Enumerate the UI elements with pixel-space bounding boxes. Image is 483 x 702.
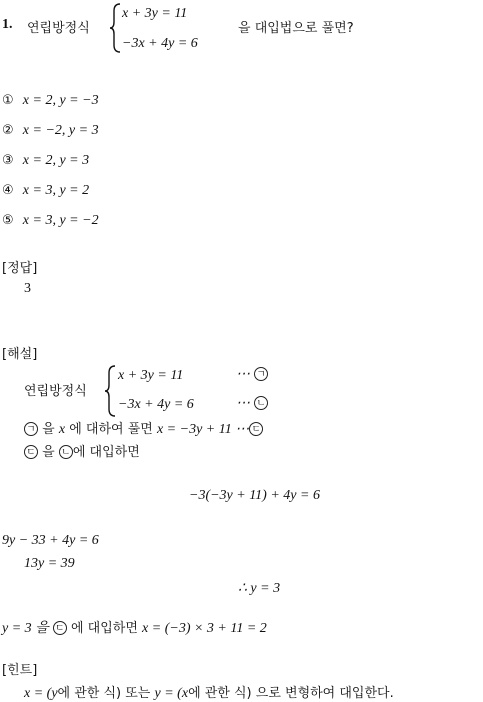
option-mark: ⑤ bbox=[2, 213, 14, 228]
option-text: x = 3, y = −2 bbox=[22, 213, 99, 228]
option-text: x = 2, y = 3 bbox=[22, 153, 90, 168]
solution-eq2: −3x + 4y = 6 bbox=[118, 397, 194, 412]
solution-heading: [해설] bbox=[2, 347, 38, 362]
option-4[interactable] bbox=[2, 183, 89, 199]
option-mark: ④ bbox=[2, 183, 14, 198]
hint-heading: [힌트] bbox=[2, 663, 38, 678]
solution-step1: ㄱ 을 x 에 대하여 풀면 x = −3y + 11 ⋯ ㄷ bbox=[24, 418, 263, 438]
question-brace bbox=[109, 2, 123, 54]
question-prefix: 연립방정식 bbox=[27, 21, 90, 36]
solution-system-label: 연립방정식 bbox=[24, 384, 87, 399]
question-eq1: x + 3y = 11 bbox=[122, 6, 188, 21]
solution-therefore: ∴ y = 3 bbox=[238, 581, 281, 596]
circled-giyeok: ㄱ bbox=[24, 422, 38, 436]
solution-eq1: x + 3y = 11 bbox=[118, 368, 184, 383]
circled-digeut: ㄷ bbox=[249, 422, 263, 436]
circled-digeut: ㄷ bbox=[24, 445, 38, 459]
option-text: x = −2, y = 3 bbox=[22, 123, 99, 138]
circled-nieun: ㄴ bbox=[254, 396, 268, 410]
option-mark: ① bbox=[2, 93, 14, 108]
option-text: x = 3, y = 2 bbox=[22, 183, 90, 198]
option-mark: ② bbox=[2, 123, 14, 138]
question-number: 1. bbox=[2, 17, 13, 32]
solution-brace bbox=[104, 364, 118, 418]
option-1[interactable] bbox=[2, 93, 99, 109]
question-suffix: 을 대입법으로 풀면? bbox=[238, 21, 354, 36]
solution-line-b: 13y = 39 bbox=[24, 556, 75, 571]
circled-nieun: ㄴ bbox=[59, 445, 73, 459]
question-eq2: −3x + 4y = 6 bbox=[122, 36, 198, 51]
circled-digeut: ㄷ bbox=[53, 621, 67, 635]
solution-step2: ㄷ 을 ㄴ 에 대입하면 bbox=[24, 441, 140, 460]
option-5[interactable] bbox=[2, 213, 99, 229]
hint-text: x = (y에 관한 식) 또는 y = (x에 관한 식) 으로 변형하여 대입한다. bbox=[24, 686, 394, 701]
option-2[interactable] bbox=[2, 123, 99, 139]
answer-value: 3 bbox=[24, 281, 31, 296]
solution-centered-eq: −3(−3y + 11) + 4y = 6 bbox=[189, 488, 320, 503]
solution-line-a: 9y − 33 + 4y = 6 bbox=[2, 533, 99, 548]
solution-eq1-tag: ⋯ ㄱ bbox=[236, 366, 268, 383]
circled-giyeok: ㄱ bbox=[254, 367, 268, 381]
answer-heading: [정답] bbox=[2, 261, 38, 276]
option-text: x = 2, y = −3 bbox=[22, 93, 99, 108]
solution-eq2-tag: ⋯ ㄴ bbox=[236, 395, 268, 412]
option-3[interactable] bbox=[2, 153, 89, 169]
solution-substitution: y = 3 을 ㄷ 에 대입하면 x = (−3) × 3 + 11 = 2 bbox=[2, 621, 267, 636]
option-mark: ③ bbox=[2, 153, 14, 168]
